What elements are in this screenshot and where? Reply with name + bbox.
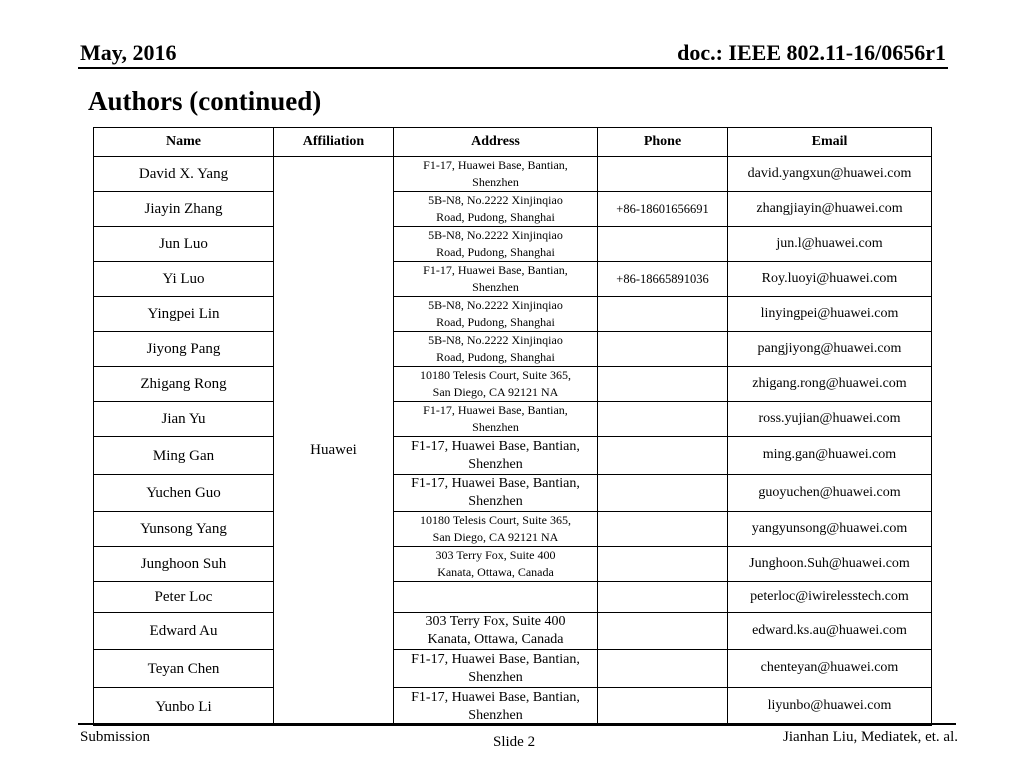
header-date: May, 2016 [80,40,177,65]
address-line: 303 Terry Fox, Suite 400 [425,614,566,629]
table-row [94,613,932,650]
author-phone [598,157,728,192]
author-email: ming.gan@huawei.com [728,437,932,475]
author-address [394,613,598,650]
address-line: 10180 Telesis Court, Suite 365, [420,368,571,382]
table-row [94,650,932,688]
author-address [394,367,598,402]
author-phone: +86-18601656691 [598,192,728,227]
address-line: 5B-N8, No.2222 Xinjinqiao [428,228,563,242]
address-line: 5B-N8, No.2222 Xinjinqiao [428,298,563,312]
address-line: F1-17, Huawei Base, Bantian, [411,689,580,705]
address-line: 10180 Telesis Court, Suite 365, [420,513,571,527]
column-header-address: Address [394,128,598,157]
author-phone [598,582,728,613]
author-email: yangyunsong@huawei.com [728,512,932,547]
author-email: pangjiyong@huawei.com [728,332,932,367]
author-name: Yunsong Yang [94,512,274,547]
address-line: 5B-N8, No.2222 Xinjinqiao [428,193,563,207]
table-row [94,547,932,582]
author-address [394,332,598,367]
address-line: Shenzhen [472,420,519,434]
column-header-name: Name [94,128,274,157]
address-line: F1-17, Huawei Base, Bantian, [411,651,580,667]
author-phone [598,402,728,437]
slide-number: Slide 2 [493,734,536,750]
author-phone [598,367,728,402]
authors-table [93,127,932,726]
header-doc-id: doc.: IEEE 802.11-16/0656r1 [677,40,946,65]
table-row [94,475,932,512]
address-line: Kanata, Ottawa, Canada [427,632,564,647]
author-name: Yunbo Li [94,688,274,726]
author-name: Yi Luo [94,262,274,297]
author-email: liyunbo@huawei.com [728,688,932,726]
author-phone [598,332,728,367]
author-address [394,688,598,726]
table-row [94,437,932,475]
address-line: Shenzhen [468,669,523,685]
author-email: linyingpei@huawei.com [728,297,932,332]
author-name: Teyan Chen [94,650,274,688]
author-name: Jun Luo [94,227,274,262]
address-line: Road, Pudong, Shanghai [436,245,555,259]
author-address [394,475,598,512]
table-row [94,402,932,437]
table-row [94,688,932,726]
affiliation-cell: Huawei [274,157,394,726]
author-phone [598,227,728,262]
author-address [394,582,598,613]
table-row [94,262,932,297]
address-line: Shenzhen [472,175,519,189]
author-name: Junghoon Suh [94,547,274,582]
author-address [394,297,598,332]
author-name: Jiyong Pang [94,332,274,367]
address-line: F1-17, Huawei Base, Bantian, [411,476,580,491]
address-line: 303 Terry Fox, Suite 400 [435,548,556,562]
table-row [94,582,932,613]
address-line: Shenzhen [472,280,519,294]
address-line: F1-17, Huawei Base, Bantian, [423,263,568,277]
address-line: Road, Pudong, Shanghai [436,350,555,364]
author-name: Ming Gan [94,437,274,475]
address-line: Shenzhen [468,456,523,472]
author-email: jun.l@huawei.com [728,227,932,262]
table-row [94,227,932,262]
author-phone [598,613,728,650]
author-email: edward.ks.au@huawei.com [728,613,932,650]
author-address [394,262,598,297]
address-line: F1-17, Huawei Base, Bantian, [423,403,568,417]
column-header-email: Email [728,128,932,157]
table-row [94,157,932,192]
author-name: Jian Yu [94,402,274,437]
footer-divider [78,723,956,725]
address-line: Road, Pudong, Shanghai [436,315,555,329]
address-line: F1-17, Huawei Base, Bantian, [411,438,580,454]
address-line: Road, Pudong, Shanghai [436,210,555,224]
header-divider [78,67,948,69]
author-name: Yuchen Guo [94,475,274,512]
author-email: chenteyan@huawei.com [728,650,932,688]
table-row [94,512,932,547]
author-phone [598,297,728,332]
author-name: Yingpei Lin [94,297,274,332]
address-line: Kanata, Ottawa, Canada [437,565,554,579]
author-email: peterloc@iwirelesstech.com [728,582,932,613]
author-address [394,157,598,192]
author-phone [598,512,728,547]
author-email: Junghoon.Suh@huawei.com [728,547,932,582]
author-address [394,437,598,475]
address-line: San Diego, CA 92121 NA [432,530,559,544]
author-address [394,227,598,262]
author-address [394,512,598,547]
table-row [94,192,932,227]
slide-title: Authors (continued) [88,86,322,116]
author-email: guoyuchen@huawei.com [728,475,932,512]
address-line: Shenzhen [468,707,523,723]
author-email: david.yangxun@huawei.com [728,157,932,192]
table-row [94,367,932,402]
footer-authors: Jianhan Liu, Mediatek, et. al. [783,729,958,745]
column-header-phone: Phone [598,128,728,157]
author-phone [598,650,728,688]
table-header-row [94,128,932,157]
address-line: 5B-N8, No.2222 Xinjinqiao [428,333,563,347]
table-row [94,332,932,367]
author-phone [598,547,728,582]
author-phone [598,475,728,512]
column-header-affiliation: Affiliation [274,128,394,157]
author-phone: +86-18665891036 [598,262,728,297]
author-email: Roy.luoyi@huawei.com [728,262,932,297]
author-phone [598,437,728,475]
address-line: F1-17, Huawei Base, Bantian, [423,158,568,172]
author-name: David X. Yang [94,157,274,192]
author-address [394,402,598,437]
author-address [394,547,598,582]
author-phone [598,688,728,726]
author-email: zhigang.rong@huawei.com [728,367,932,402]
author-address [394,650,598,688]
author-name: Zhigang Rong [94,367,274,402]
author-name: Jiayin Zhang [94,192,274,227]
author-name: Edward Au [94,613,274,650]
footer-submission: Submission [80,729,151,745]
author-name: Peter Loc [94,582,274,613]
author-email: zhangjiayin@huawei.com [728,192,932,227]
address-line: San Diego, CA 92121 NA [432,385,559,399]
author-address [394,192,598,227]
address-line: Shenzhen [468,494,523,509]
table-row [94,297,932,332]
author-email: ross.yujian@huawei.com [728,402,932,437]
